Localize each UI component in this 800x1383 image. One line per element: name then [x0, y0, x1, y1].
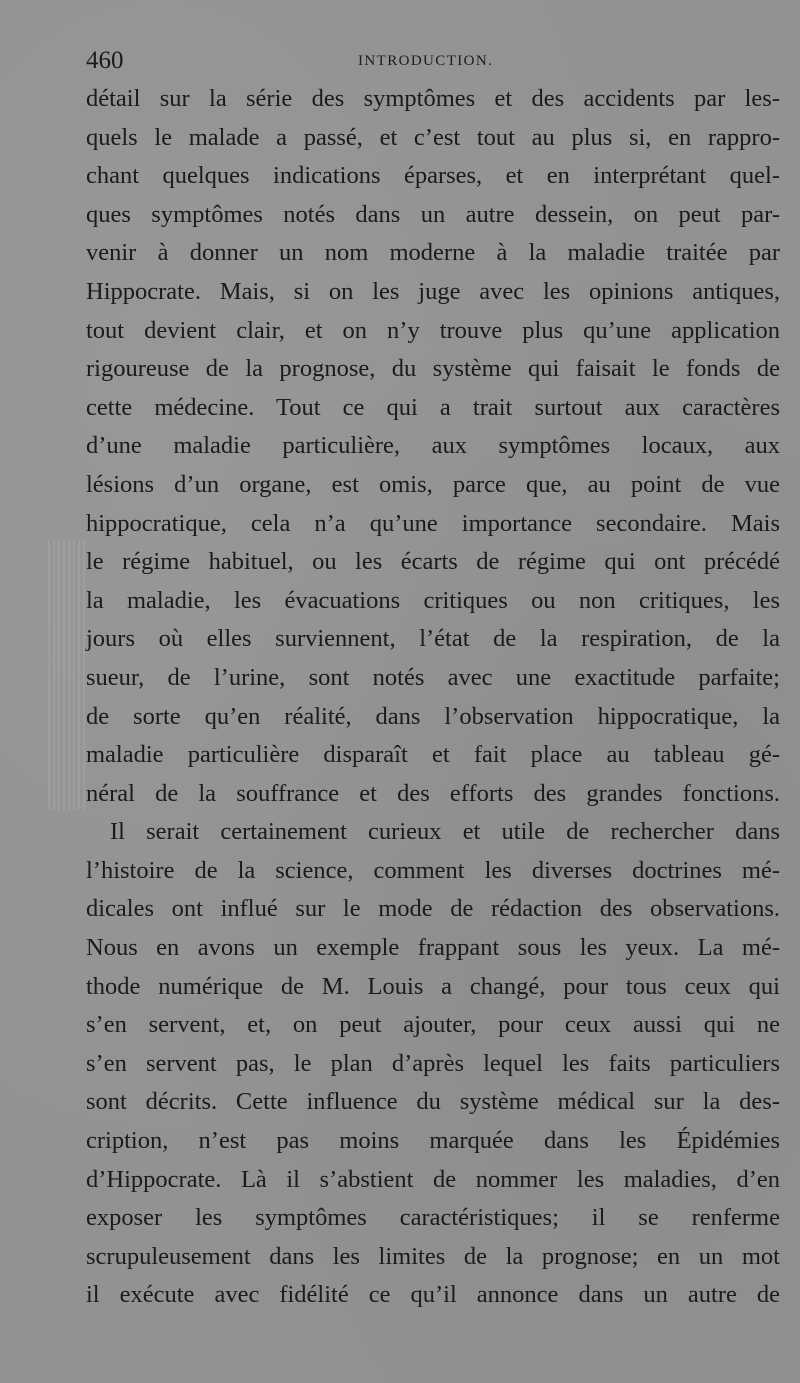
text-line: dicales ont influé sur le mode de rédaction des observations. [86, 895, 780, 923]
text-line: jours où elles surviennent, l’état de la respiration, de la [86, 625, 780, 653]
text-line: tout devient clair, et on n’y trouve plus qu’une application [86, 316, 780, 344]
page-bleed-mark [48, 540, 86, 810]
text-line: rigoureuse de la prognose, du système qui faisait le fonds de [86, 355, 780, 383]
text-line: l’histoire de la science, comment les diverses doctrines mé- [86, 856, 780, 884]
text-line: quels le malade a passé, et c’est tout au plus si, en rappro- [86, 123, 780, 151]
text-line: exposer les symptômes caractéristiques; il se renferme [86, 1204, 780, 1232]
text-line: ques symptômes notés dans un autre dessein, on peut par- [86, 200, 780, 228]
text-line: d’une maladie particulière, aux symptômes locaux, aux [86, 432, 780, 460]
text-line: de sorte qu’en réalité, dans l’observation hippocratique, la [86, 702, 780, 730]
text-line: lésions d’un organe, est omis, parce que, au point de vue [86, 470, 780, 498]
text-line: sont décrits. Cette influence du système médical sur la des- [86, 1088, 780, 1116]
text-line: cette médecine. Tout ce qui a trait surtout aux caractères [86, 393, 780, 421]
text-line: chant quelques indications éparses, et en interprétant quel- [86, 162, 780, 190]
text-line: s’en servent, et, on peut ajouter, pour ceux aussi qui ne [86, 1011, 780, 1039]
text-line: maladie particulière disparaît et fait place au tableau gé- [86, 741, 780, 769]
text-line: la maladie, les évacuations critiques ou non critiques, les [86, 586, 780, 614]
text-line: le régime habituel, ou les écarts de régime qui ont précédé [86, 548, 780, 576]
body-text [86, 80, 780, 1315]
text-line: Hippocrate. Mais, si on les juge avec les opinions antiques, [86, 277, 780, 305]
text-line: néral de la souffrance et des efforts des grandes fonctions. [86, 779, 780, 807]
text-line: hippocratique, cela n’a qu’une importance secondaire. Mais [86, 509, 780, 537]
text-line: il exécute avec fidélité ce qu’il annonce dans un autre de [86, 1281, 780, 1309]
text-line: s’en servent pas, le plan d’après lequel les faits particuliers [86, 1049, 780, 1077]
text-line: cription, n’est pas moins marquée dans les Épidémies [86, 1127, 780, 1155]
page-number: 460 [86, 47, 124, 74]
text-line: d’Hippocrate. Là il s’abstient de nommer les maladies, d’en [86, 1165, 780, 1193]
text-line: venir à donner un nom moderne à la maladie traitée par [86, 239, 780, 267]
text-line: détail sur la série des symptômes et des accidents par les- [86, 85, 780, 112]
page-header [86, 44, 776, 78]
text-line: Nous en avons un exemple frappant sous les yeux. La mé- [86, 934, 780, 962]
text-line: sueur, de l’urine, sont notés avec une exactitude parfaite; [86, 663, 780, 691]
text-line: thode numérique de M. Louis a changé, pour tous ceux qui [86, 972, 780, 1000]
running-title: INTRODUCTION. [358, 53, 494, 69]
text-line: scrupuleusement dans les limites de la prognose; en un mot [86, 1242, 780, 1270]
paragraph-start-line: Il serait certainement curieux et utile de rechercher dans [110, 818, 780, 846]
